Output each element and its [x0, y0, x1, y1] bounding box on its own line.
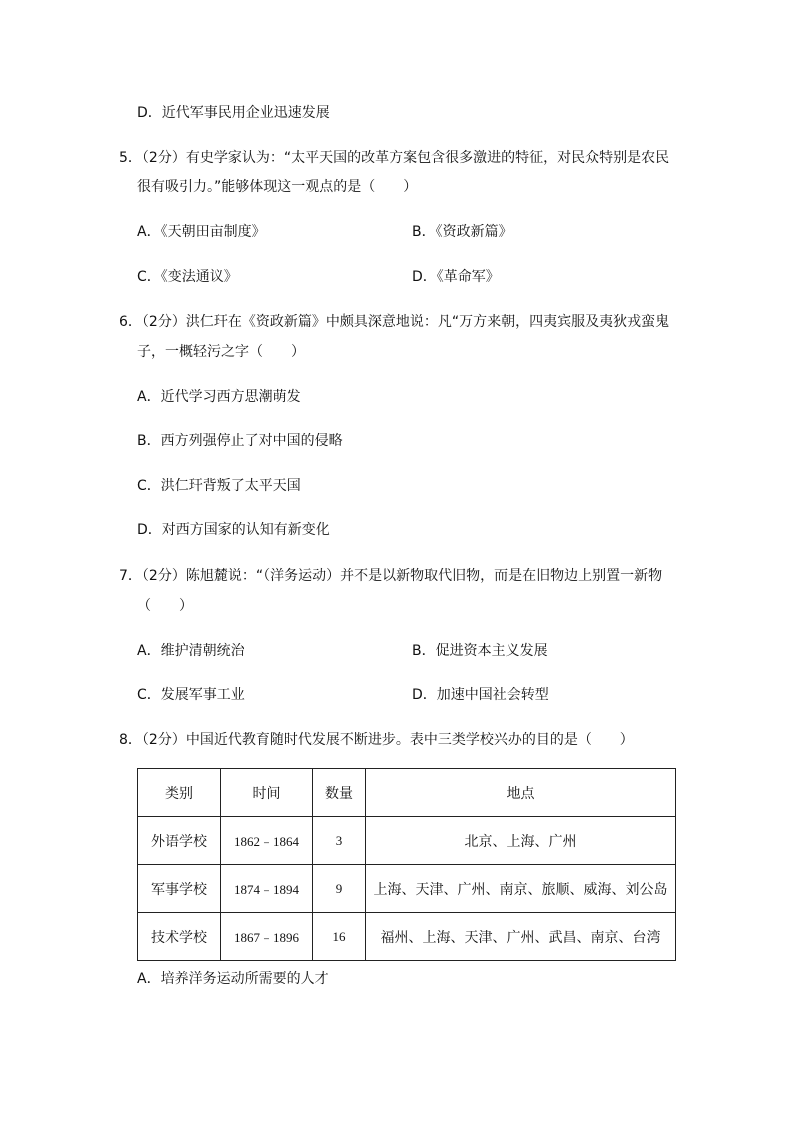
q6-stem-line1: 6．（2分）洪仁玕在《资政新篇》中颇具深意地说：凡“万方来朝，四夷宾服及夷狄戎蛮鬼: [119, 314, 670, 330]
table-cell: 1874﹣1894: [221, 865, 313, 913]
table-cell: 16: [313, 913, 366, 961]
q5-option-b: B．《资政新篇》: [412, 224, 513, 240]
q6-option-c: C．洪仁玕背叛了太平天国: [137, 478, 301, 494]
table-cell: 外语学校: [138, 817, 221, 865]
q6-option-a: A．近代学习西方思潮萌发: [137, 389, 301, 405]
q7-option-a: A．维护清朝统治: [137, 643, 245, 659]
q6-option-b: B．西方列强停止了对中国的侵略: [137, 433, 343, 449]
schools-table: [137, 768, 676, 961]
table-cell: 军事学校: [138, 865, 221, 913]
table-row: [138, 913, 676, 961]
table-row: [138, 817, 676, 865]
table-cell: 1862﹣1864: [221, 817, 313, 865]
table-cell: 福州、上海、天津、广州、武昌、南京、台湾: [366, 913, 676, 961]
q5-option-a: A．《天朝田亩制度》: [137, 224, 266, 240]
q5-option-d: D．《革命军》: [412, 269, 500, 285]
q5-stem-line1: 5．（2分）有史学家认为：“太平天国的改革方案包含很多激进的特征，对民众特别是农民: [119, 150, 670, 166]
q7-option-c: C．发展军事工业: [137, 687, 245, 703]
table-row: [138, 865, 676, 913]
table-cell: 1867﹣1896: [221, 913, 313, 961]
q7-stem-line2: （ ）: [137, 598, 193, 614]
q8-option-a: A．培养洋务运动所需要的人才: [137, 971, 329, 987]
table-cell: 3: [313, 817, 366, 865]
table-cell: 上海、天津、广州、南京、旅顺、威海、刘公岛: [366, 865, 676, 913]
q8-stem-line1: 8．（2分）中国近代教育随时代发展不断进步。表中三类学校兴办的目的是（ ）: [119, 732, 634, 748]
table-cell: 9: [313, 865, 366, 913]
table-header-cell: 地点: [366, 769, 676, 817]
q4-option-d: D．近代军事民用企业迅速发展: [137, 105, 330, 121]
table-header-cell: 时间: [221, 769, 313, 817]
table-header-cell: 数量: [313, 769, 366, 817]
q6-stem-line2: 子，一概轻污之字（ ）: [137, 344, 305, 360]
table-header-cell: 类别: [138, 769, 221, 817]
q6-option-d: D．对西方国家的认知有新变化: [137, 522, 330, 538]
q7-option-b: B．促进资本主义发展: [412, 643, 548, 659]
table-cell: 北京、上海、广州: [366, 817, 676, 865]
q5-stem-line2: 很有吸引力。”能够体现这一观点的是（ ）: [137, 179, 418, 195]
table-cell: 技术学校: [138, 913, 221, 961]
q7-option-d: D．加速中国社会转型: [412, 687, 549, 703]
table-header-row: [138, 769, 676, 817]
q5-option-c: C．《变法通议》: [137, 269, 238, 285]
q7-stem-line1: 7．（2分）陈旭麓说：“（洋务运动）并不是以新物取代旧物，而是在旧物边上别置一新物: [119, 568, 663, 584]
